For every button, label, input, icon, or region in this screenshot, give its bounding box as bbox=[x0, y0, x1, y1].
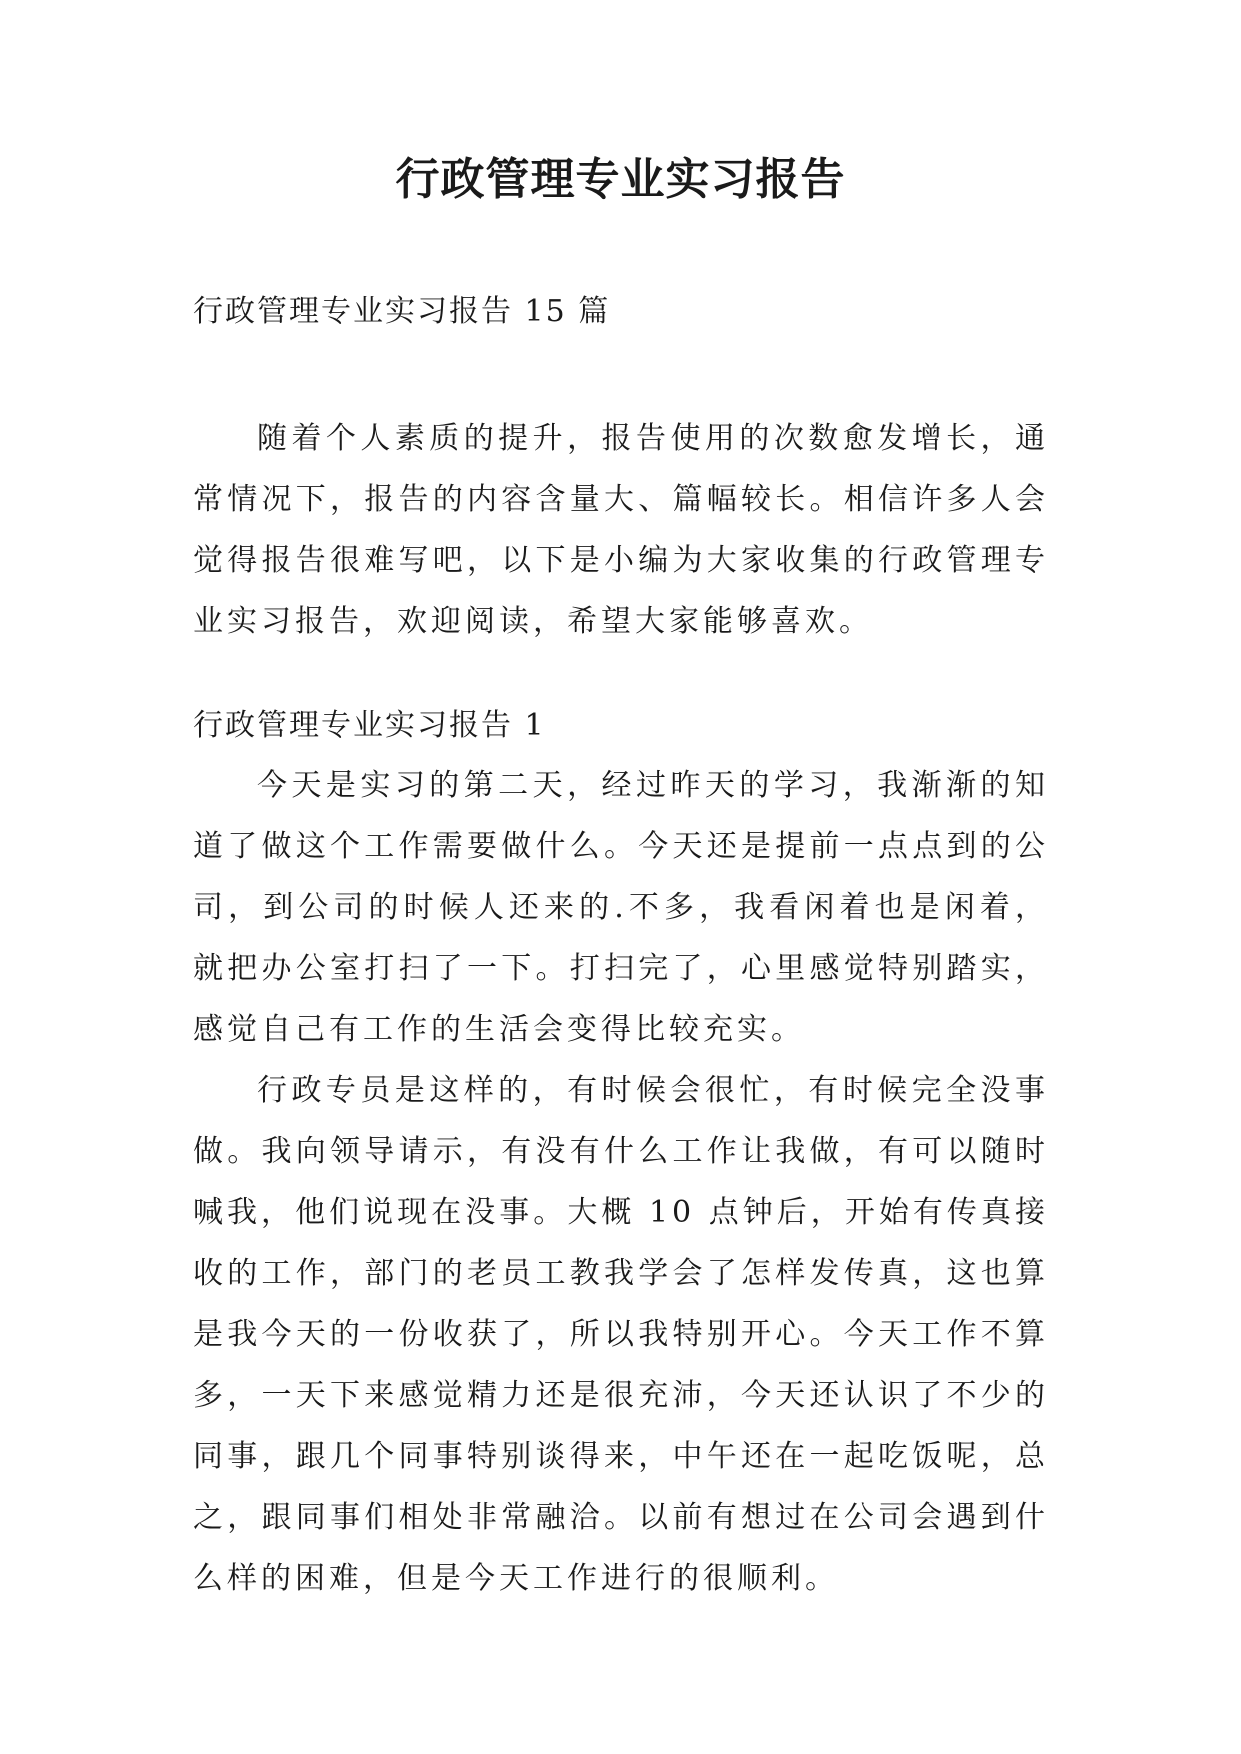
document-subtitle: 行政管理专业实习报告 15 篇 bbox=[193, 294, 611, 329]
section-heading: 行政管理专业实习报告 1 bbox=[193, 708, 546, 743]
body-paragraph: 行政专员是这样的，有时候会很忙，有时候完全没事做。我向领导请示，有没有什么工作让我做，有可以随时喊我，他们说现在没事。大概 10 点钟后，开始有传真接收的工作，部门的老员工教我学会了怎样发传真，这也算是我今天的一份收获了，所以我特别开心。今天工作不算多，一天下来感觉精力还是很充沛，今天还认识了不少的同事，跟几个同事特别谈得来，中午还在一起吃饭呢，总之，跟同事们相处非常融洽。以前有想过在公司会遇到什么样的困难，但是今天工作进行的很顺利。 bbox=[193, 1073, 1049, 1596]
intro-paragraph: 随着个人素质的提升，报告使用的次数愈发增长，通常情况下，报告的内容含量大、篇幅较长。相信许多人会觉得报告很难写吧，以下是小编为大家收集的行政管理专业实习报告，欢迎阅读，希望大家能够喜欢。 bbox=[193, 421, 1049, 639]
body-paragraph: 今天是实习的第二天，经过昨天的学习，我渐渐的知道了做这个工作需要做什么。今天还是提前一点点到的公司，到公司的时候人还来的.不多，我看闲着也是闲着，就把办公室打扫了一下。打扫完了，心里感觉特别踏实，感觉自己有工作的生活会变得比较充实。 bbox=[193, 768, 1049, 1047]
section-body bbox=[193, 755, 1049, 1609]
document-title: 行政管理专业实习报告 bbox=[395, 154, 846, 205]
